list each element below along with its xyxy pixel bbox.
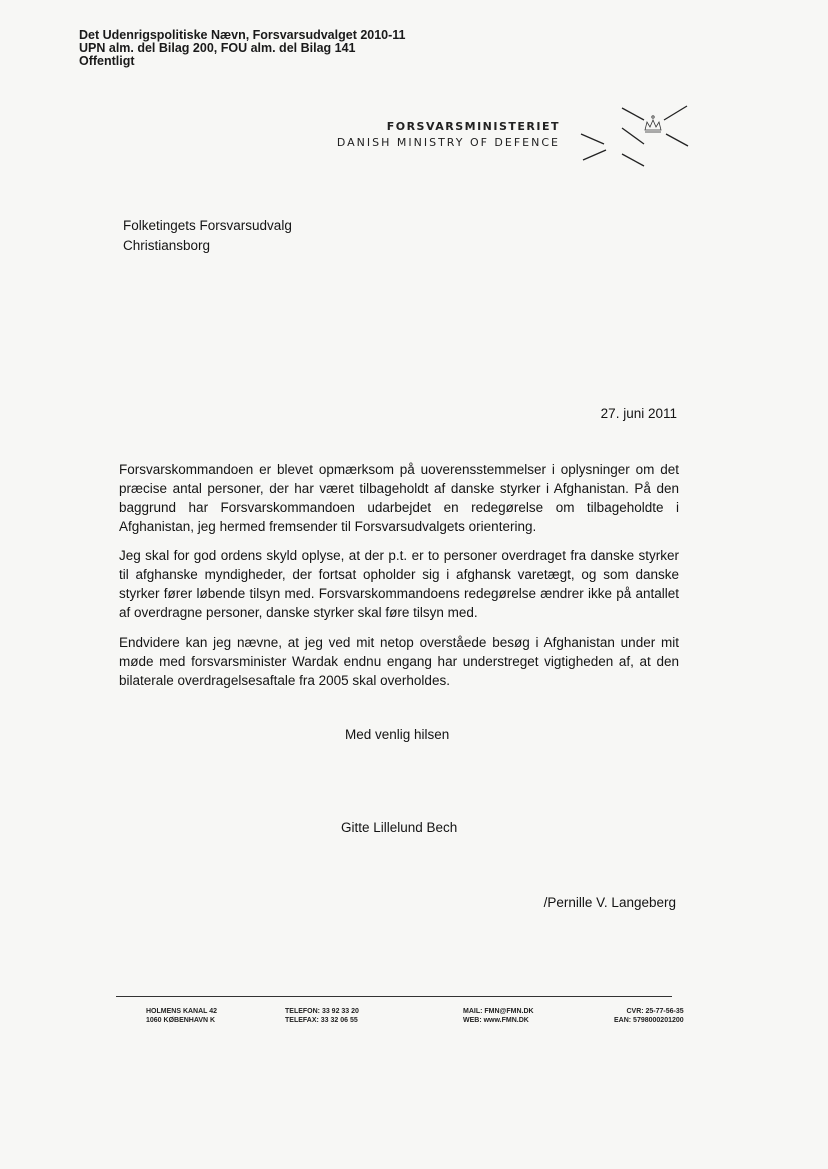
letter-date: 27. juni 2011 bbox=[600, 406, 677, 421]
footer-registration-block bbox=[614, 1007, 684, 1025]
body-paragraph-1: Forsvarskommandoen er blevet opmærksom på uoverensstemmelser i oplysninger om det præcise antal personer, der har været tilbageholdt af danske styrker i Afghanistan. På den baggrund har Forsvarskommandoen udarbejdet en redegørelse om tilbageholdte i Afghanistan, jeg hermed fremsender til Forsvarsudvalgets orientering. bbox=[119, 462, 679, 534]
body-paragraph-3: Endvidere kan jeg nævne, at jeg ved mit netop overståede besøg i Afghanistan under mit møde med forsvarsminister Wardak endnu engang har understreget vigtigheden af, at den bilaterale overdragelsesaftale fra 2005 skal overholdes. bbox=[119, 635, 679, 688]
footer-address-line-1: HOLMENS KANAL 42 bbox=[146, 1008, 218, 1015]
stamp-line-2: UPN alm. del Bilag 200, FOU alm. del Bilag 141 bbox=[79, 41, 356, 55]
recipient-line-2: Christiansborg bbox=[123, 238, 211, 253]
archive-stamp bbox=[79, 29, 406, 68]
recipient-address bbox=[123, 216, 292, 256]
crown-crest-icon bbox=[578, 100, 693, 172]
footer-address-line-2: 1060 KØBENHAVN K bbox=[146, 1017, 216, 1024]
ministry-name-danish: FORSVARSMINISTERIET bbox=[386, 120, 560, 133]
stamp-line-3: Offentligt bbox=[79, 54, 135, 68]
footer-contact-block bbox=[463, 1007, 534, 1025]
signer-name: Gitte Lillelund Bech bbox=[341, 820, 458, 835]
body-paragraph-2: Jeg skal for god ordens skyld oplyse, at der p.t. er to personer overdraget fra danske styrker til afghanske myndigheder, der fortsat opholder sig i afghansk varetægt, og som danske styrker fører løbende tilsyn med. Forsvarskommandoens redegørelse ændrer ikke på antallet af overdragne personer, danske styrker skal føre tilsyn med. bbox=[119, 548, 679, 620]
footer-phone: TELEFON: 33 92 33 20 bbox=[285, 1008, 359, 1015]
footer-fax: TELEFAX: 33 32 06 55 bbox=[285, 1017, 358, 1024]
footer-cvr: CVR: 25-77-56-35 bbox=[626, 1008, 684, 1015]
per-procura-signature: /Pernille V. Langeberg bbox=[543, 895, 676, 910]
footer-ean: EAN: 5798000201200 bbox=[614, 1017, 684, 1024]
footer-web: WEB: www.FMN.DK bbox=[463, 1017, 529, 1024]
ministry-name-english: DANISH MINISTRY OF DEFENCE bbox=[336, 136, 560, 149]
closing-salutation: Med venlig hilsen bbox=[345, 727, 450, 742]
footer-mail: MAIL: FMN@FMN.DK bbox=[463, 1008, 534, 1015]
footer-divider bbox=[116, 996, 672, 997]
recipient-line-1: Folketingets Forsvarsudvalg bbox=[123, 218, 292, 233]
ministry-letterhead bbox=[337, 120, 560, 149]
footer-phone-block bbox=[285, 1007, 359, 1025]
footer-address bbox=[146, 1007, 217, 1025]
stamp-line-1: Det Udenrigspolitiske Nævn, Forsvarsudvalget 2010-11 bbox=[79, 28, 406, 42]
